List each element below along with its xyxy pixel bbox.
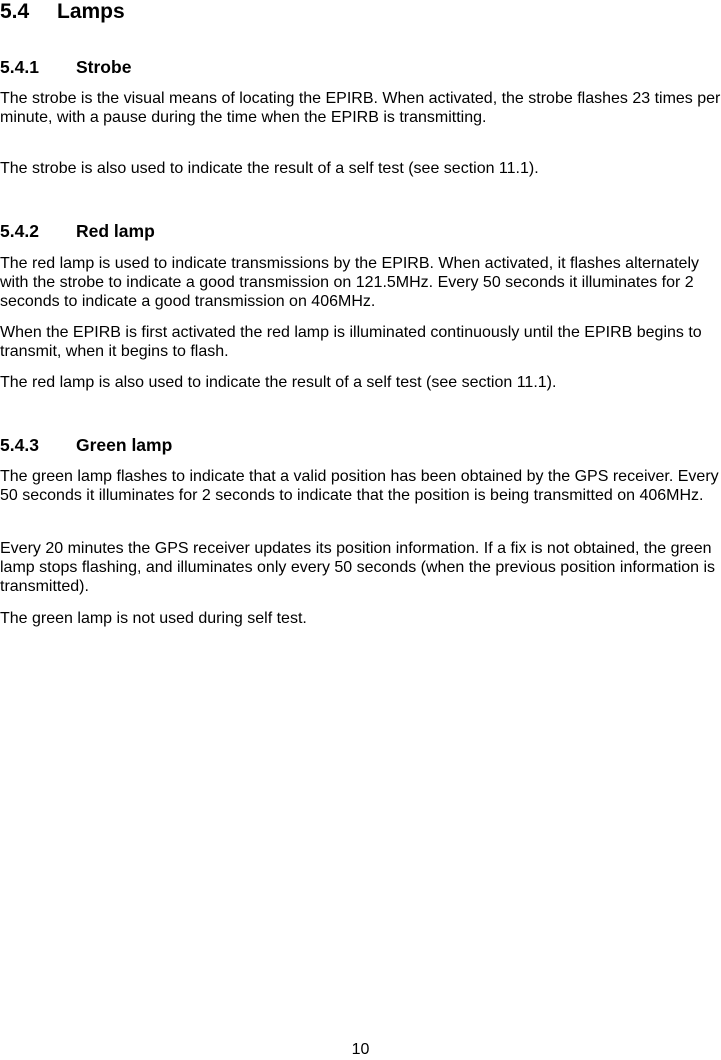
subsection-title: Strobe xyxy=(76,57,132,77)
page-number: 10 xyxy=(351,1041,370,1058)
paragraph: The strobe is also used to indicate the result of a self test (see section 11.1). xyxy=(0,160,539,177)
paragraph: The red lamp is used to indicate transmissions by the EPIRB. When activated, it flashes alternately with the strobe to indicate a good transmission on 121.5MHz. Every 50 seconds it illuminates for 2 seconds to indicate a good transmission on 406MHz. xyxy=(0,255,699,310)
subsection-title: Red lamp xyxy=(76,221,155,241)
paragraph: The strobe is the visual means of locating the EPIRB. When activated, the strobe flashes 23 times per minute, with a pause during the time when the EPIRB is transmitting. xyxy=(0,90,721,126)
paragraph: The red lamp is also used to indicate the result of a self test (see section 11.1). xyxy=(0,374,557,391)
subsection-title: Green lamp xyxy=(76,435,173,455)
subsection-heading-green-lamp xyxy=(0,434,172,456)
paragraph: When the EPIRB is first activated the red lamp is illuminated continuously until the EPIRB begins to transmit, when it begins to flash. xyxy=(0,324,702,360)
subsection-number: 5.4.2 xyxy=(0,221,39,241)
subsection-number: 5.4.1 xyxy=(0,57,39,77)
paragraph: Every 20 minutes the GPS receiver updates its position information. If a fix is not obtained, the green lamp stops flashing, and illuminates only every 50 seconds (when the previous position information is transmitted). xyxy=(0,540,716,595)
section-heading xyxy=(0,0,125,24)
section-number: 5.4 xyxy=(0,0,30,23)
paragraph: The green lamp is not used during self test. xyxy=(0,610,307,627)
subsection-heading-strobe xyxy=(0,56,131,78)
paragraph: The green lamp flashes to indicate that a valid position has been obtained by the GPS receiver. Every 50 seconds it illuminates for 2 seconds to indicate that the position is being transmitted on 406MHz. xyxy=(0,468,719,504)
subsection-number: 5.4.3 xyxy=(0,435,39,455)
subsection-heading-red-lamp xyxy=(0,220,155,242)
section-title: Lamps xyxy=(57,0,125,23)
